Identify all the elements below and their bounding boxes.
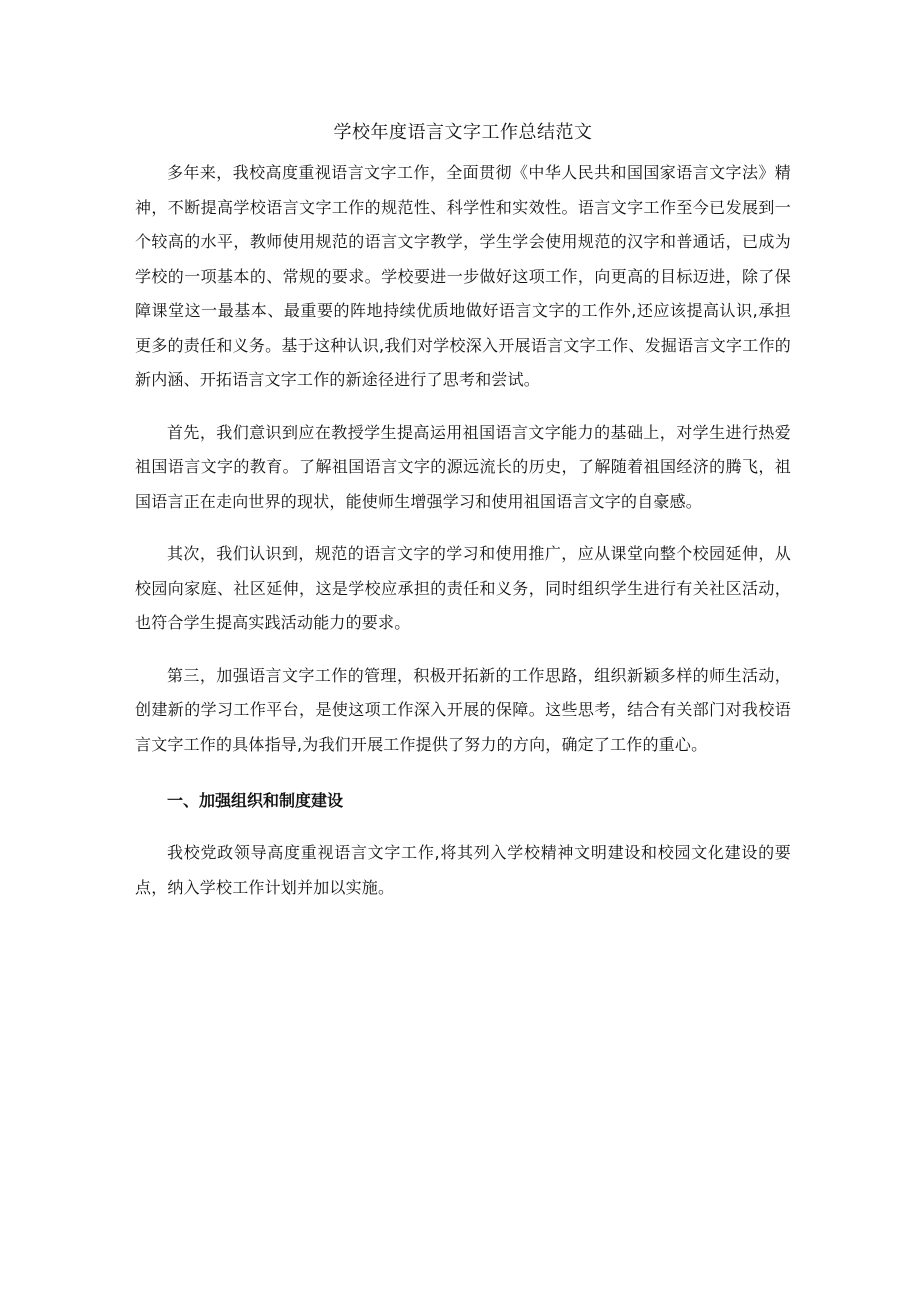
paragraph-second: 其次，我们认识到，规范的语言文字的学习和使用推广，应从课堂向整个校园延伸，从校园向家庭、社区延伸，这是学校应承担的责任和义务，同时组织学生进行有关社区活动，也符合学生提高实践活动能力的要求。 <box>135 544 791 632</box>
paragraph-intro: 多年来，我校高度重视语言文字工作，全面贯彻《中华人民共和国国家语言文字法》精神，不断提高学校语言文字工作的规范性、科学性和实效性。语言文字工作至今已发展到一个较高的水平，教师使用规范的语言文字教学，学生学会使用规范的汉字和普通话，已成为学校的一项基本的、常规的要求。学校要进一步做好这项工作，向更高的目标迈进，除了保障课堂这一最基本、最重要的阵地持续优质地做好语言文字的工作外,还应该提高认识,承担更多的责任和义务。基于这种认识,我们对学校深入开展语言文字工作、发掘语言文字工作的新内涵、开拓语言文字工作的新途径进行了思考和尝试。 <box>135 163 791 389</box>
section-heading: 一、加强组织和制度建设 <box>167 791 344 810</box>
paragraph-first: 首先，我们意识到应在教授学生提高运用祖国语言文字能力的基础上，对学生进行热爱祖国语言文字的教育。了解祖国语言文字的源远流长的历史，了解随着祖国经济的腾飞，祖国语言正在走向世界的现状，能使师生增强学习和使用祖国语言文字的自豪感。 <box>135 422 791 511</box>
document-body <box>135 118 791 905</box>
paragraph-third: 第三，加强语言文字工作的管理，积极开拓新的工作思路，组织新颖多样的师生活动，创建新的学习工作平台，是使这项工作深入开展的保障。这些思考，结合有关部门对我校语言文字工作的具体指导,为我们开展工作提供了努力的方向，确定了工作的重心。 <box>135 665 791 754</box>
section-paragraph: 我校党政领导高度重视语言文字工作,将其列入学校精神文明建设和校园文化建设的要点，纳入学校工作计划并加以实施。 <box>135 843 791 897</box>
document-title: 学校年度语言文字工作总结范文 <box>333 122 593 143</box>
